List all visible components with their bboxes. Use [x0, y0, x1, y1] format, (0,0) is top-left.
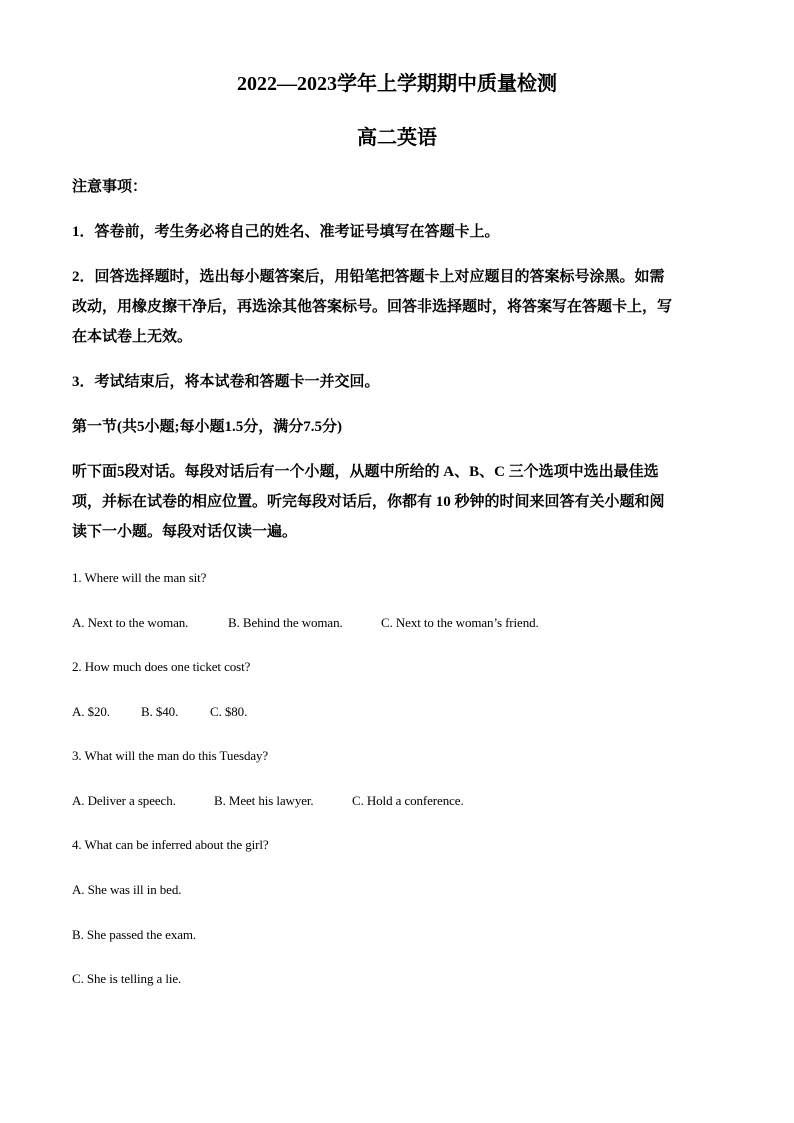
notice-item-2-line-3: 在本试卷上无效。	[72, 329, 193, 345]
question-3-options	[72, 792, 772, 810]
question-2-option-b: B. $40.	[141, 704, 179, 719]
question-2-option-a: A. $20.	[72, 704, 110, 719]
notice-item-2-line-2: 改动，用橡皮擦干净后，再选涂其他答案标号。回答非选择题时，将答案写在答题卡上，写	[72, 299, 673, 315]
question-4-option-a: A. She was ill in bed.	[72, 882, 182, 897]
question-3-option-c: C. Hold a conference.	[352, 793, 464, 808]
question-3-stem: 3. What will the man do this Tuesday?	[72, 748, 269, 763]
question-4-stem: 4. What can be inferred about the girl?	[72, 837, 269, 852]
notice-item-2-line-1: 2．回答选择题时，选出每小题答案后，用铅笔把答题卡上对应题目的答案标号涂黑。如需	[72, 269, 665, 285]
notice-item-3: 3．考试结束后，将本试卷和答题卡一并交回。	[72, 374, 380, 390]
exam-subject: 高二英语	[357, 127, 437, 149]
section-instruction-line-3: 读下一小题。每段对话仅读一遍。	[72, 524, 298, 540]
question-3-option-b: B. Meet his lawyer.	[214, 793, 314, 808]
question-1-option-b: B. Behind the woman.	[228, 615, 343, 630]
question-3-option-a: A. Deliver a speech.	[72, 793, 176, 808]
section-instruction-line-1: 听下面5段对话。每段对话后有一个小题，从题中所给的 A、B、C 三个选项中选出最佳选	[72, 464, 659, 480]
question-4-option-c: C. She is telling a lie.	[72, 971, 182, 986]
question-2-stem: 2. How much does one ticket cost?	[72, 659, 251, 674]
question-2-options	[72, 703, 772, 721]
question-1-options	[72, 614, 772, 632]
question-4-option-b: B. She passed the exam.	[72, 927, 197, 942]
question-1-stem: 1. Where will the man sit?	[72, 570, 207, 585]
question-1-option-c: C. Next to the woman’s friend.	[381, 615, 539, 630]
section-instruction-line-2: 项，并标在试卷的相应位置。听完每段对话后，你都有 10 秒钟的时间来回答有关小题和阅	[72, 494, 665, 510]
notice-item-1: 1．答卷前，考生务必将自己的姓名、准考证号填写在答题卡上。	[72, 224, 500, 240]
question-1-option-a: A. Next to the woman.	[72, 615, 189, 630]
exam-title: 2022—2023学年上学期期中质量检测	[237, 73, 557, 95]
notice-heading: 注意事项：	[72, 179, 148, 195]
section-heading: 第一节(共5小题;每小题1.5分，满分7.5分)	[72, 419, 342, 435]
question-2-option-c: C. $80.	[210, 704, 248, 719]
